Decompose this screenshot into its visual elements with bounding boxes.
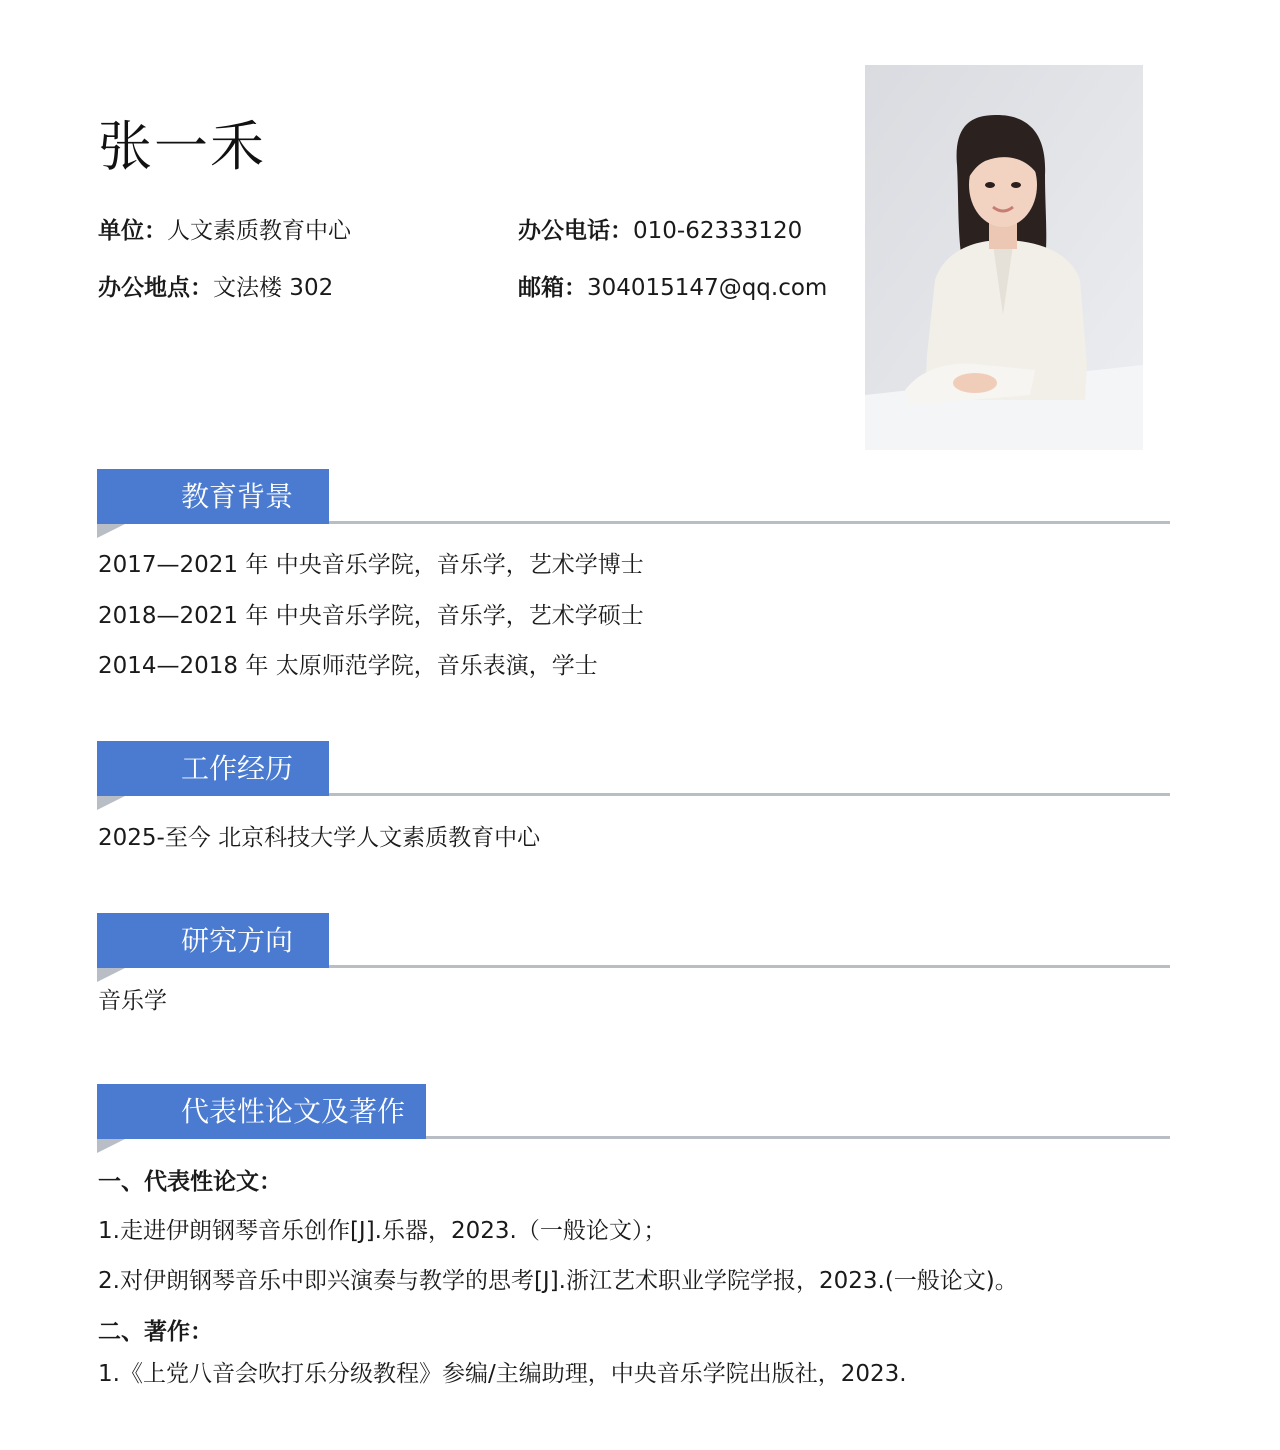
section-rule-work [329,793,1170,796]
phone-label: 办公电话： [518,218,633,244]
section-title-work: 工作经历 [97,741,329,796]
paper-item: 1.走进伊朗钢琴音乐创作[J].乐器，2023.（一般论文）； [98,1218,667,1244]
education-item: 2017—2021 年 中央音乐学院，音乐学，艺术学博士 [98,552,644,578]
location-label: 办公地点： [98,275,213,301]
email-info [518,273,827,303]
location-info [98,273,333,303]
section-header-work [97,741,1170,813]
books-heading: 二、著作： [98,1319,213,1345]
section-header-education [97,469,1170,541]
email-value: 304015147@qq.com [587,275,828,301]
research-item: 音乐学 [98,988,167,1014]
section-header-publications [97,1084,1170,1156]
section-fold-education [97,524,125,538]
paper-item: 2.对伊朗钢琴音乐中即兴演奏与教学的思考[J].浙江艺术职业学院学报，2023.(一般论文)。 [98,1268,1018,1294]
section-rule-research [329,965,1170,968]
education-item: 2014—2018 年 太原师范学院，音乐表演，学士 [98,653,598,679]
unit-value: 人文素质教育中心 [167,218,351,244]
portrait-image [865,65,1143,450]
section-title-research: 研究方向 [97,913,329,968]
section-rule-publications [426,1136,1170,1139]
phone-value: 010-62333120 [633,218,803,244]
section-header-research [97,913,1170,985]
section-fold-work [97,796,125,810]
profile-photo [865,65,1143,450]
email-label: 邮箱： [518,275,587,301]
phone-info [518,216,802,246]
section-fold-publications [97,1139,125,1153]
papers-heading: 一、代表性论文： [98,1169,282,1195]
unit-label: 单位： [98,218,167,244]
book-item: 1.《上党八音会吹打乐分级教程》参编/主编助理，中央音乐学院出版社，2023. [98,1361,907,1387]
section-fold-research [97,968,125,982]
person-name: 张一禾 [98,115,266,178]
section-title-publications: 代表性论文及著作 [97,1084,426,1139]
unit-info [98,216,351,246]
work-item: 2025-至今 北京科技大学人文素质教育中心 [98,825,541,851]
section-rule-education [329,521,1170,524]
education-item: 2018—2021 年 中央音乐学院，音乐学，艺术学硕士 [98,603,644,629]
section-title-education: 教育背景 [97,469,329,524]
location-value: 文法楼 302 [213,275,334,301]
